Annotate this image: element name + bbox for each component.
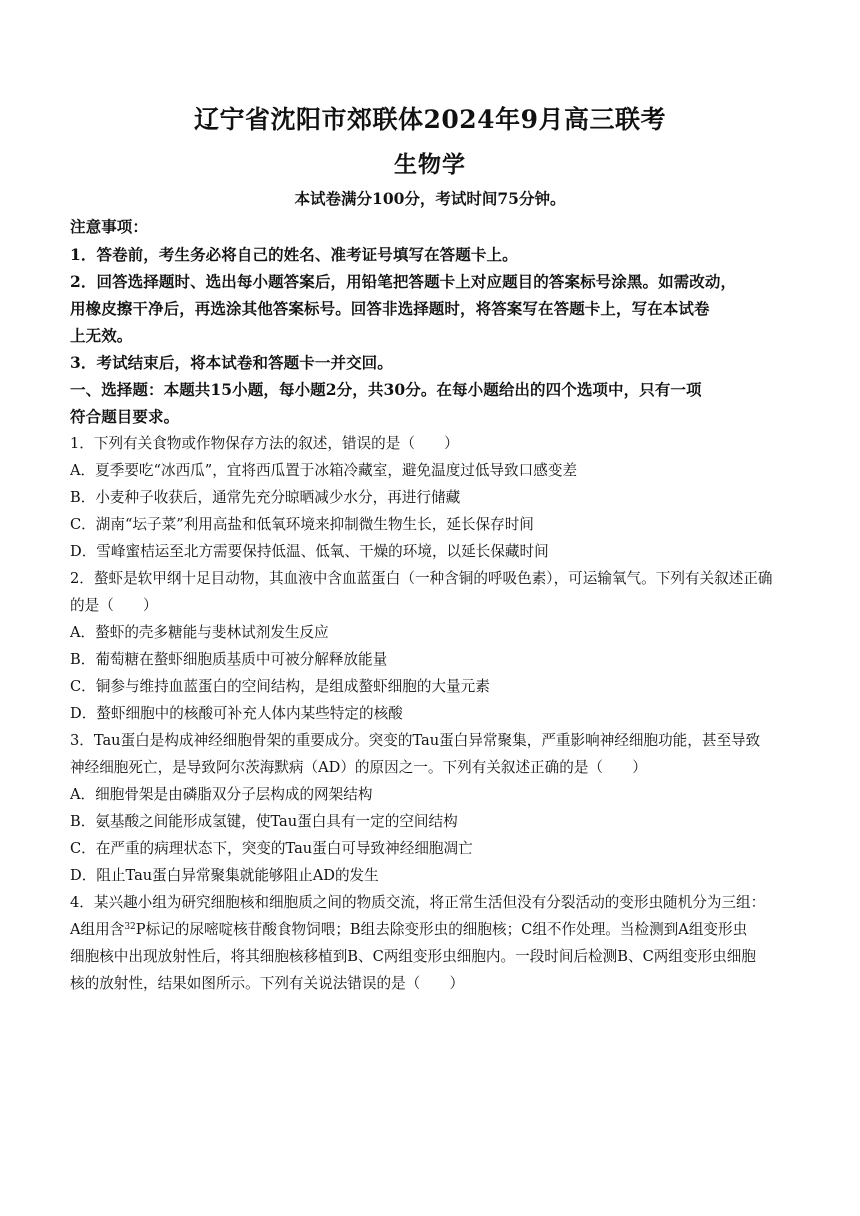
q1-stem: 1．下列有关食物或作物保存方法的叙述，错误的是（ ） xyxy=(70,435,459,452)
q4-stem-line-2-pre: A组用含 xyxy=(70,921,125,938)
q4-stem-line-1: 4．某兴趣小组为研究细胞核和细胞质之间的物质交流，将正常生活但没有分裂活动的变形虫随机分为三组： xyxy=(70,894,766,911)
q3-option-a: A．细胞骨架是由磷脂双分子层构成的网架结构 xyxy=(70,786,373,803)
q2-stem-line-1: 2．螯虾是软甲纲十足目动物，其血液中含血蓝蛋白（一种含铜的呼吸色素），可运输氧气。下列有关叙述正确 xyxy=(70,570,773,587)
exam-title: 辽宁省沈阳市郊联体2024年9月高三联考 xyxy=(194,105,666,134)
q2-option-c: C．铜参与维持血蓝蛋白的空间结构，是组成螯虾细胞的大量元素 xyxy=(70,678,490,695)
exam-info: 本试卷满分100分，考试时间75分钟。 xyxy=(294,189,566,208)
q2-option-a: A．螯虾的壳多糖能与斐林试剂发生反应 xyxy=(70,624,329,641)
q1-option-d: D．雪峰蜜桔运至北方需要保持低温、低氧、干燥的环境，以延长保藏时间 xyxy=(70,543,549,560)
section-heading-line-2: 符合题目要求。 xyxy=(70,407,180,426)
isotope-mass-number: 32 xyxy=(124,922,136,932)
q2-option-b: B．葡萄糖在螯虾细胞质基质中可被分解释放能量 xyxy=(70,651,388,668)
q1-option-c: C．湖南“坛子菜”利用高盐和低氧环境来抑制微生物生长，延长保存时间 xyxy=(70,516,534,533)
section-heading-line-1: 一、选择题：本题共15小题，每小题2分，共30分。在每小题给出的四个选项中，只有一项 xyxy=(70,380,702,399)
q4-stem-line-2-post: P标记的尿嘧啶核苷酸食物饲喂；B组去除变形虫的细胞核；C组不作处理。当检测到A组变形虫 xyxy=(135,921,748,938)
q3-stem-line-2: 神经细胞死亡，是导致阿尔茨海默病（AD）的原因之一。下列有关叙述正确的是（ ） xyxy=(70,759,647,776)
q1-option-a: A．夏季要吃“冰西瓜”，宜将西瓜置于冰箱冷藏室，避免温度过低导致口感变差 xyxy=(70,462,578,479)
q4-stem-line-3: 细胞核中出现放射性后，将其细胞核移植到B、C两组变形虫细胞内。一段时间后检测B、C两组变形虫细胞 xyxy=(70,948,756,965)
q4-stem-line-2 xyxy=(70,918,792,939)
notice-item-1: 1．答卷前，考生务必将自己的姓名、准考证号填写在答题卡上。 xyxy=(70,245,518,264)
subject-title: 生物学 xyxy=(394,151,466,178)
q3-stem-line-1: 3．Tau蛋白是构成神经细胞骨架的重要成分。突变的Tau蛋白异常聚集，严重影响神经细胞功能，甚至导致 xyxy=(70,732,761,749)
notice-item-3: 3．考试结束后，将本试卷和答题卡一并交回。 xyxy=(70,353,393,372)
notice-item-2-line-2: 用橡皮擦干净后，再选涂其他答案标号。回答非选择题时，将答案写在答题卡上，写在本试卷 xyxy=(70,299,710,318)
notice-item-2-line-3: 上无效。 xyxy=(70,326,133,345)
notice-item-2-line-1: 2．回答选择题时、选出每小题答案后，用铅笔把答题卡上对应题目的答案标号涂黑。如需改动， xyxy=(70,272,737,291)
notice-heading: 注意事项： xyxy=(70,217,149,236)
q3-option-d: D．阻止Tau蛋白异常聚集就能够阻止AD的发生 xyxy=(70,867,379,884)
q1-option-b: B．小麦种子收获后，通常先充分晾晒减少水分，再进行储藏 xyxy=(70,489,461,506)
q2-stem-line-2: 的是（ ） xyxy=(70,597,158,614)
q2-option-d: D．螯虾细胞中的核酸可补充人体内某些特定的核酸 xyxy=(70,705,403,722)
q4-stem-line-4: 核的放射性，结果如图所示。下列有关说法错误的是（ ） xyxy=(70,975,465,992)
q3-option-b: B．氨基酸之间能形成氢键，使Tau蛋白具有一定的空间结构 xyxy=(70,813,458,830)
q3-option-c: C．在严重的病理状态下，突变的Tau蛋白可导致神经细胞凋亡 xyxy=(70,840,473,857)
